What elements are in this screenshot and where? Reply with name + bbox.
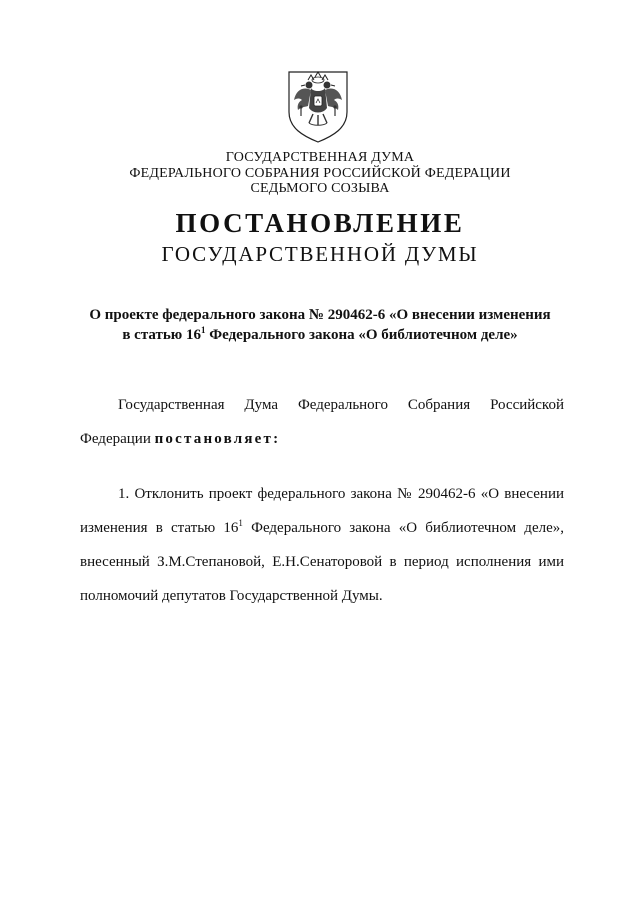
- document-subject: [0, 305, 640, 345]
- item-1-line-1: 1. Отклонить проект федерального закона № 290462-6 «О внесении: [118, 486, 564, 502]
- issuer-line-1: ГОСУДАРСТВЕННАЯ ДУМА: [225, 150, 415, 165]
- item-1-line-3: внесенный З.М.Степановой, Е.Н.Сенаторовой в период исполнения ими: [80, 554, 564, 570]
- item-1-line-4: полномочий депутатов Государственной Думы.: [80, 588, 383, 604]
- item-1-line-2-post: Федерального закона «О библиотечном деле»,: [242, 520, 564, 536]
- item-1-line-2: [80, 518, 564, 538]
- subject-line-2: [0, 325, 640, 345]
- preamble-line-1: Государственная Дума Федерального Собрания Российской: [118, 397, 564, 413]
- issuer-header: [0, 150, 640, 197]
- document-type-title: ПОСТАНОВЛЕНИЕ: [175, 208, 465, 238]
- subject-line-2-pre: в статью 16: [122, 327, 201, 343]
- item-1-article-superscript: 1: [238, 518, 243, 528]
- issuer-line-3: СЕДЬМОГО СОЗЫВА: [250, 181, 390, 196]
- subject-article-superscript: 1: [201, 325, 206, 335]
- item-1-line-2-pre: изменения в статью 16: [80, 520, 239, 536]
- coat-of-arms-icon: [283, 68, 353, 144]
- preamble-line-2: [80, 429, 564, 449]
- preamble-decree-word: постановляет:: [154, 431, 281, 447]
- document-type-subtitle: ГОСУДАРСТВЕННОЙ ДУМЫ: [161, 242, 479, 266]
- subject-line-2-post: Федерального закона «О библиотечном деле»: [205, 327, 518, 343]
- emblem: [283, 68, 353, 144]
- preamble-line-2-pre: Федерации: [80, 431, 155, 447]
- subject-line-1: О проекте федерального закона № 290462-6 «О внесении изменения: [89, 307, 551, 323]
- issuer-line-2: ФЕДЕРАЛЬНОГО СОБРАНИЯ РОССИЙСКОЙ ФЕДЕРАЦИИ: [129, 165, 511, 181]
